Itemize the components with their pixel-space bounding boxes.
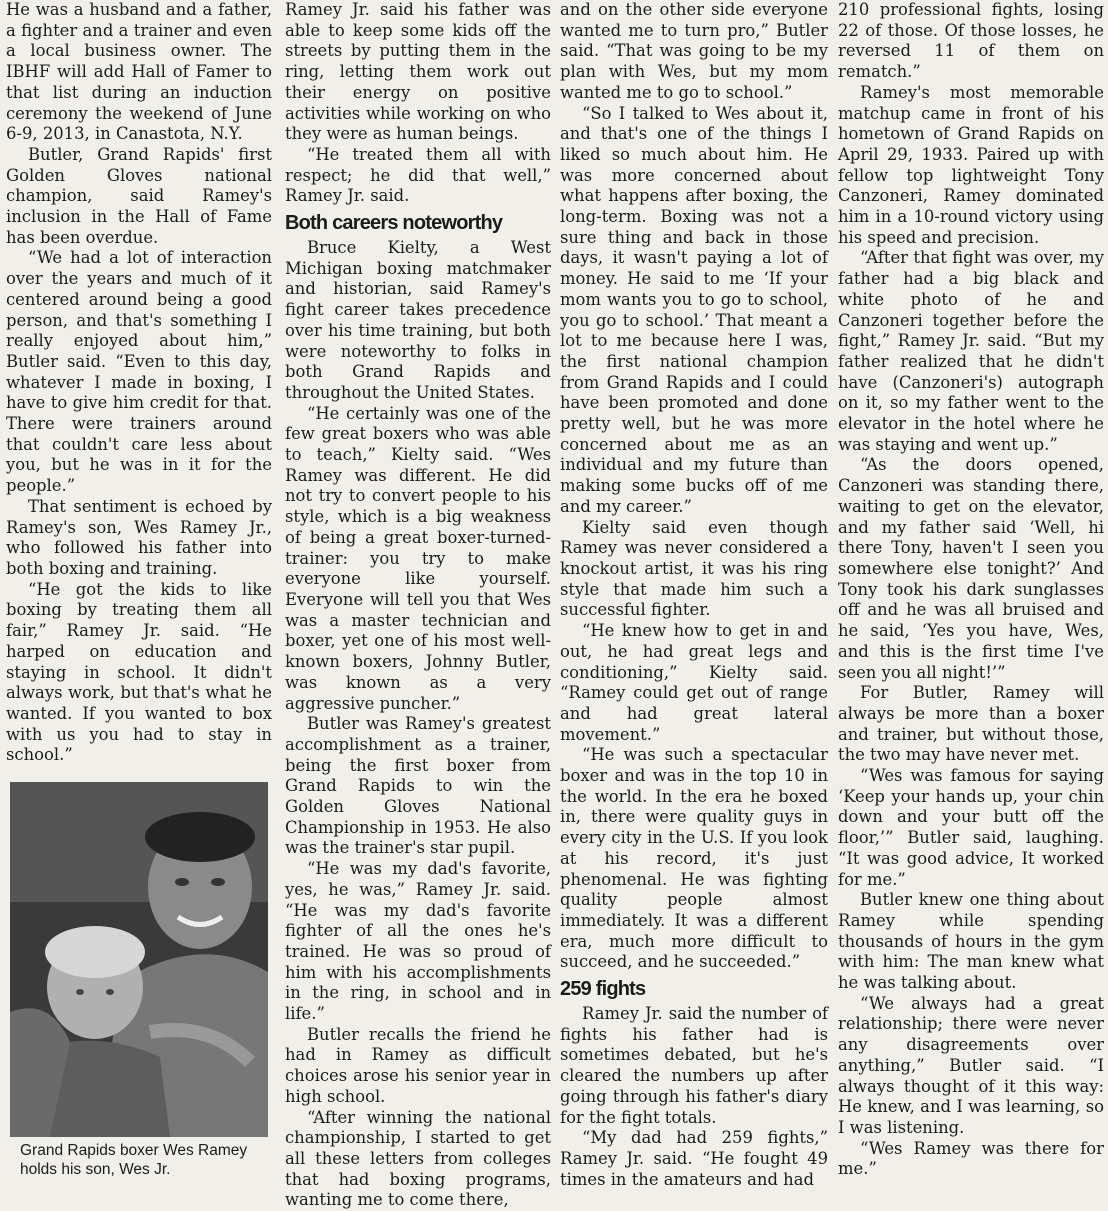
- paragraph: “He was my dad's favorite, yes, he was,” Ramey Jr. said. “He was my dad's favorite fighter of all the ones he's trained. He was so proud of him with his accomplishments in the ring, in school and in life.”: [285, 859, 551, 1024]
- paragraph: That sentiment is echoed by Ramey's son, Wes Ramey Jr., who followed his father into both boxing and training.: [6, 496, 272, 578]
- paragraph: “Wes Ramey was there for me.”: [838, 1138, 1104, 1179]
- paragraph: Bruce Kielty, a West Michigan boxing matchmaker and historian, said Ramey's fight career takes precedence over his time training, but both were noteworthy to folks in both Grand Rapids and throughout the United States.: [285, 238, 551, 402]
- paragraph: “He treated them all with respect; he did that well,” Ramey Jr. said.: [285, 144, 551, 206]
- photo-illustration: [10, 782, 268, 1137]
- paragraph: “After winning the national championship, I started to get all these letters from colleges that had boxing programs, wanting me to come there,: [285, 1107, 551, 1210]
- section-heading: Both careers noteworthy: [285, 212, 503, 235]
- paragraph-continued: 210 professional fights, losing 22 of those. Of those losses, he reversed 11 of them on rematch.”: [838, 0, 1104, 82]
- paragraph: He was a husband and a father, a fighter and a trainer and even a local business owner. The IBHF will add Hall of Famer to that list during an induction ceremony the weekend of June 6-9, 2013, in Canastota, N.Y.: [6, 0, 272, 144]
- paragraph: “Wes was famous for saying ‘Keep your hands up, your chin down and your butt off the floor,’” Butler said, laughing. “It was good advice, It worked for me.”: [838, 766, 1104, 889]
- column-3: [560, 0, 828, 1196]
- boxer-and-son-photo: [10, 782, 268, 1137]
- paragraph: Butler was Ramey's greatest accomplishment as a trainer, being the first boxer from Grand Rapids to win the Golden Gloves National Championship in 1953. He also was the trainer's star pupil.: [285, 714, 551, 858]
- paragraph: “He certainly was one of the few great boxers who was able to teach,” Kielty said. “Wes Ramey was different. He did not try to convert people to his style, which is a big weakness of being a great boxer-turned-trainer: you try to make everyone like yourself. Everyone will tell you that Wes was a master technician and boxer, yet one of his most well-known boxers, Johnny Butler, was known as a very aggressive puncher.”: [285, 403, 551, 713]
- column-1: [6, 0, 272, 1196]
- column-4: [838, 0, 1104, 1196]
- paragraph: “He got the kids to like boxing by treating them all fair,” Ramey Jr. said. “He harped on education and staying in school. It didn't always work, but that's what he wanted. If you wanted to box with us you had to stay in school.”: [6, 579, 272, 765]
- paragraph: For Butler, Ramey will always be more than a boxer and trainer, but without those, the two may have never met.: [838, 683, 1104, 765]
- paragraph: Butler, Grand Rapids' first Golden Gloves national champion, said Ramey's inclusion in the Hall of Fame has been overdue.: [6, 144, 272, 247]
- paragraph: “My dad had 259 fights,” Ramey Jr. said. “He fought 49 times in the amateurs and had: [560, 1128, 828, 1189]
- photo-caption: Grand Rapids boxer Wes Ramey holds his son, Wes Jr.: [20, 1142, 248, 1179]
- section-heading: 259 fights: [560, 978, 646, 1001]
- paragraph: Ramey's most memorable matchup came in front of his hometown of Grand Rapids on April 29, 1933. Paired up with fellow top lightweight Tony Canzoneri, Ramey dominated him in a 10-round victory using his speed and precision.: [838, 82, 1104, 247]
- paragraph: “As the doors opened, Canzoneri was standing there, waiting to get on the elevator, and my father said ‘Well, hi there Tony, haven't I seen you somewhere else tonight?’ And Tony took his dark sunglasses off and he was all bruised and he said, ‘Yes you have, Wes, and this is the first time I've seen you all night!’”: [838, 455, 1104, 682]
- column-2: [285, 0, 551, 1210]
- paragraph-continued: and on the other side everyone wanted me to turn pro,” Butler said. “That was going to be my plan with Wes, but my mom wanted me to go to school.”: [560, 0, 828, 102]
- paragraph: “We always had a great relationship; there were never any disagreements over anything,” Butler said. “I always thought of it this way: He knew, and I was learning, so I was listening.: [838, 993, 1104, 1137]
- paragraph: “So I talked to Wes about it, and that's one of the things I liked so much about him. He was more concerned about what happens after boxing, the long-term. Boxing was not a sure thing and back in those days, it wasn't paying a lot of money. He said to me ‘If your mom wants you to go to school, you go to school.’ That meant a lot to me because here I was, the first national champion from Grand Rapids and I could have been promoted and done pretty well, but he was more concerned about me as an individual and my future than making some bucks off of me and my career.”: [560, 103, 828, 516]
- paragraph: “We had a lot of interaction over the years and much of it centered around being a good person, and that's something I really enjoyed about him,” Butler said. “Even to this day, whatever I made in boxing, I have to give him credit for that. There were trainers around that couldn't care less about you, but he was in it for the people.”: [6, 248, 272, 496]
- paragraph: Butler recalls the friend he had in Ramey as difficult choices arose his senior year in high school.: [285, 1024, 551, 1106]
- paragraph: “After that fight was over, my father had a big black and white photo of he and Canzoneri together before the fight,” Ramey Jr. said. “But my father realized that he didn't have (Canzoneri's) autograph on it, so my father went to the elevator in the hotel where he was staying and went up.”: [838, 248, 1104, 454]
- paragraph: “He knew how to get in and out, he had great legs and conditioning,” Kielty said. “Ramey could get out of range and had great lateral movement.”: [560, 621, 828, 744]
- paragraph: “He was such a spectacular boxer and was in the top 10 in the world. In the era he boxed in, there were quality guys in every city in the U.S. If you look at his record, it's just phenomenal. He was fighting quality people almost immediately. It was a different era, much more difficult to succeed, and he succeeded.”: [560, 745, 828, 972]
- paragraph: Kielty said even though Ramey was never considered a knockout artist, it was his ring style that made him such a successful fighter.: [560, 517, 828, 620]
- paragraph: Ramey Jr. said the number of fights his father had is sometimes debated, but he's cleared the numbers up after going through his father's diary for the fight totals.: [560, 1004, 828, 1127]
- paragraph: Butler knew one thing about Ramey while spending thousands of hours in the gym with him: The man knew what he was talking about.: [838, 890, 1104, 993]
- paragraph: Ramey Jr. said his father was able to keep some kids off the streets by putting them in the ring, letting them work out their energy on positive activities while working on who they were as human beings.: [285, 0, 551, 144]
